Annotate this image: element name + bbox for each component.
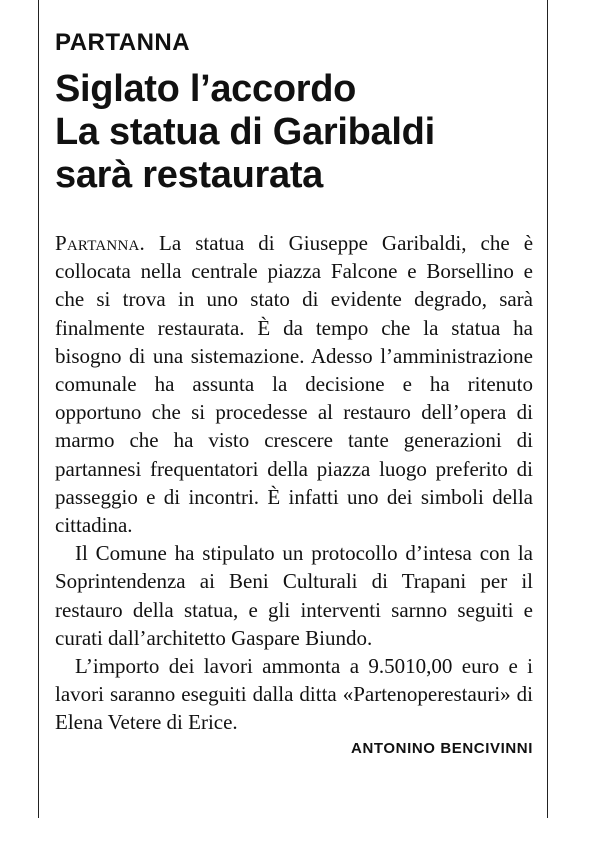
headline-line-3: sarà restaurata xyxy=(55,154,324,196)
article-body xyxy=(55,229,533,737)
paragraph-2: Il Comune ha stipulato un protocollo d’intesa con la Soprintendenza ai Beni Culturali di Trapani per il restauro della statua, e gli interventi sarnno seguiti e curati dall’architetto Gaspare Biundo. xyxy=(55,541,533,650)
headline-line-1: Siglato l’accordo xyxy=(55,68,357,110)
kicker: PARTANNA xyxy=(55,29,191,56)
column-rule-right xyxy=(547,0,548,818)
column-rule-left xyxy=(38,0,39,818)
headline xyxy=(55,68,533,197)
article xyxy=(55,28,533,759)
dateline: Partanna. xyxy=(55,231,145,255)
paragraph-1-text: La statua di Giuseppe Garibaldi, che è collocata nella centrale piazza Falcone e Borsellino e che si trova in uno stato di evidente degrado, sarà finalmente restaurata. È da tempo che la statua ha bisogno di una sistemazione. Adesso l’amministrazione comunale ha assunta la decisione e ha ritenuto opportuno che si procedesse al restauro dell’opera di marmo che ha visto crescere tante generazioni di partannesi frequentatori della piazza luogo preferito di passeggio e di incontri. È infatti uno dei simboli della cittadina. xyxy=(55,231,534,538)
paragraph-1 xyxy=(55,229,533,539)
paragraph-3: L’importo dei lavori ammonta a 9.5010,00 euro e i lavori saranno eseguiti dalla ditta «Partenoperestauri» di Elena Vetere di Erice. xyxy=(55,654,533,735)
byline: ANTONINO BENCIVINNI xyxy=(351,739,533,757)
headline-line-2: La statua di Garibaldi xyxy=(55,111,435,153)
